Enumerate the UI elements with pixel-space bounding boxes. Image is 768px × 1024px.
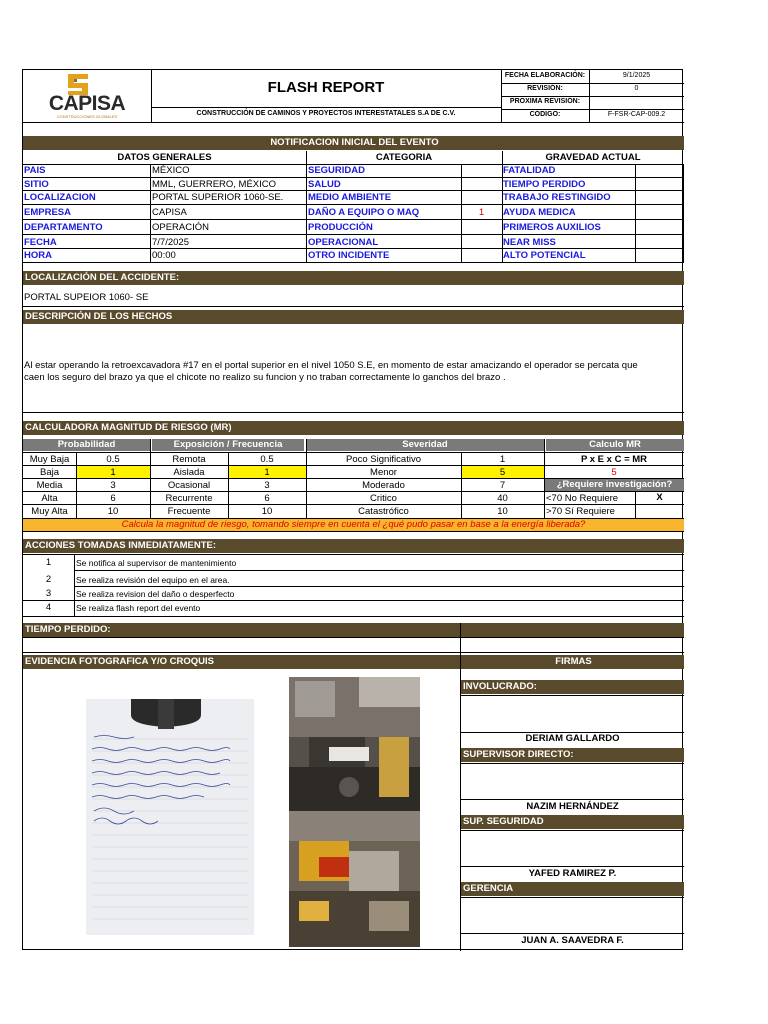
- general-label-fecha: FECHA: [24, 237, 57, 248]
- general-label-localizacion: LOCALIZACION: [24, 192, 96, 203]
- meta-label-revision: REVISIÓN:: [527, 85, 563, 92]
- severity-label-alto-potencial: ALTO POTENCIAL: [503, 250, 586, 261]
- action-number-4: 4: [45, 602, 52, 613]
- risk-header-severity: Severidad: [306, 439, 544, 451]
- general-value-departamento: OPERACIÓN: [152, 222, 210, 233]
- category-label-salud: SALUD: [308, 179, 341, 190]
- sev-label-moderado: Moderado: [362, 480, 405, 491]
- exp-value-frecuente: 10: [261, 506, 273, 517]
- general-label-hora: HORA: [24, 250, 52, 261]
- brand-name: CAPISA: [48, 92, 126, 115]
- general-title: DATOS GENERALES: [117, 152, 212, 163]
- description-line-1: Al estar operando la retroexcavadora #17 en el portal superior en el nivel 1050 S.E, en momento de estar amacizando el operador se percata que: [24, 360, 638, 371]
- sev-label-catastrofico: Catastrófico: [358, 506, 409, 517]
- equipment-photo-2: [289, 811, 420, 947]
- signature-name-supervisor: NAZIM HERNÁNDEZ: [526, 801, 619, 812]
- investigation-yes-required: >70 Sí Requiere: [546, 506, 615, 517]
- equipment-photo-1: [289, 677, 420, 811]
- sev-value-catastrofico: 10: [497, 506, 508, 517]
- exp-value-recurrente: 6: [264, 493, 270, 504]
- general-label-empresa: EMPRESA: [24, 207, 71, 218]
- brand-tagline: CONSTRUCCIONES GLOBALES: [56, 114, 118, 119]
- severity-label-primeros-auxilios: PRIMEROS AUXILIOS: [503, 222, 601, 233]
- meta-label-proxima: PROXIMA REVISIÓN:: [509, 98, 581, 105]
- severity-label-fatalidad: FATALIDAD: [503, 165, 556, 176]
- signature-role-supervisor: SUPERVISOR DIRECTO:: [461, 748, 684, 762]
- exp-label-remota: Remota: [172, 454, 206, 465]
- exp-value-remota: 0.5: [260, 454, 274, 465]
- sev-value-poco-significativo: 1: [499, 454, 506, 465]
- general-label-pais: PAIS: [24, 165, 46, 176]
- prob-label-alta: Alta: [41, 493, 58, 504]
- equipment-photo-icon: [289, 677, 420, 811]
- prob-label-muy-alta: Muy Alta: [31, 506, 68, 517]
- general-label-sitio: SITIO: [24, 179, 49, 190]
- prob-label-media: Media: [36, 480, 63, 491]
- severity-title: GRAVEDAD ACTUAL: [545, 152, 641, 163]
- location-value: PORTAL SUPEIOR 1060- SE: [24, 292, 149, 303]
- category-label-medio-ambiente: MEDIO AMBIENTE: [308, 192, 392, 203]
- severity-label-near-miss: NEAR MISS: [503, 237, 556, 248]
- report-title: FLASH REPORT: [267, 79, 385, 96]
- action-text-1: Se notifica al supervisor de mantenimiento: [76, 558, 237, 568]
- signature-name-seguridad: YAFED RAMIREZ P.: [528, 868, 617, 879]
- prob-value-alta: 6: [110, 493, 116, 504]
- prob-label-baja: Baja: [39, 467, 59, 478]
- meta-table: [501, 70, 684, 122]
- meta-value-elaboracion: 9/1/2025: [622, 72, 651, 79]
- mr-formula: P x E x C = MR: [580, 454, 648, 465]
- general-label-departamento: DEPARTAMENTO: [24, 222, 103, 233]
- category-label-produccion: PRODUCCIÓN: [308, 222, 373, 233]
- notification-title: NOTIFICACION INICIAL DEL EVENTO: [23, 136, 684, 150]
- meta-value-revision: 0: [634, 85, 639, 92]
- risk-note: Calcula la magnitud de riesgo, tomando siempre en cuenta el ¿qué pudo pasar en base a la energía liberada?: [121, 519, 586, 530]
- note-sketch-icon: [86, 699, 254, 935]
- signature-name-gerencia: JUAN A. SAAVEDRA F.: [521, 935, 624, 946]
- category-title: CATEGORIA: [375, 152, 433, 163]
- signatures-title: FIRMAS: [461, 655, 684, 669]
- equipment-photo-icon: [289, 811, 420, 947]
- signature-role-involucrado: INVOLUCRADO:: [461, 680, 684, 694]
- meta-label-elaboracion: FECHA ELABORACIÓN:: [504, 72, 586, 79]
- risk-header-exposure: Exposición / Frecuencia: [152, 439, 304, 451]
- prob-value-muy-alta: 10: [107, 506, 119, 517]
- general-value-empresa: CAPISA: [152, 207, 187, 218]
- exp-value-aislada: 1: [264, 467, 270, 478]
- category-value-dano-equipo: 1: [478, 207, 485, 218]
- flash-report-sheet: [22, 69, 683, 950]
- general-value-sitio: MML, GUERRERO, MÉXICO: [152, 179, 277, 190]
- exp-value-ocasional: 3: [264, 480, 270, 491]
- lost-time-title: TIEMPO PERDIDO:: [23, 623, 460, 637]
- signature-role-seguridad: SUP. SEGURIDAD: [461, 815, 684, 829]
- meta-label-codigo: CÓDIGO:: [529, 111, 561, 118]
- category-label-dano-equipo: DAÑO A EQUIPO O MAQ: [308, 207, 420, 218]
- evidence-title: EVIDENCIA FOTOGRAFICA Y/O CROQUIS: [23, 655, 460, 669]
- general-value-fecha: 7/7/2025: [152, 237, 189, 248]
- exp-label-recurrente: Recurrente: [165, 493, 213, 504]
- handwritten-note-photo: [86, 699, 254, 935]
- company-name: CONSTRUCCIÓN DE CAMINOS Y PROYECTOS INTERESTATALES S.A DE C.V.: [196, 110, 456, 117]
- signature-role-gerencia: GERENCIA: [461, 882, 684, 896]
- location-title: LOCALIZACIÓN DEL ACCIDENTE:: [23, 271, 684, 285]
- action-text-4: Se realiza flash report del evento: [76, 603, 201, 613]
- mr-result: 5: [611, 467, 617, 478]
- severity-label-ayuda-medica: AYUDA MEDICA: [503, 207, 576, 218]
- prob-label-muy-baja: Muy Baja: [29, 454, 70, 465]
- general-value-hora: 00:00: [152, 250, 176, 261]
- sev-label-critico: Critico: [370, 493, 397, 504]
- description-title: DESCRIPCIÓN DE LOS HECHOS: [23, 310, 684, 324]
- category-label-seguridad: SEGURIDAD: [308, 165, 366, 176]
- description-line-2: caen los seguro del brazo ya que el chicote no realizo su funcion y no traban correctamente lo ganchos del brazo .: [24, 372, 506, 383]
- severity-label-trabajo-restingido: TRABAJO RESTINGIDO: [503, 192, 611, 203]
- category-label-operacional: OPERACIONAL: [308, 237, 379, 248]
- general-value-localizacion: PORTAL SUPERIOR 1060-SE.: [152, 192, 284, 203]
- prob-value-media: 3: [110, 480, 116, 491]
- actions-title: ACCIONES TOMADAS INMEDIATAMENTE:: [23, 539, 684, 553]
- prob-value-muy-baja: 0.5: [106, 454, 120, 465]
- sev-label-menor: Menor: [370, 467, 397, 478]
- action-text-2: Se realiza revisión del equipo en el area.: [76, 575, 230, 585]
- action-text-3: Se realiza revision del daño o desperfecto: [76, 589, 235, 599]
- sev-value-critico: 40: [497, 493, 508, 504]
- action-number-2: 2: [45, 574, 52, 585]
- exp-label-ocasional: Ocasional: [167, 480, 211, 491]
- risk-header-probability: Probabilidad: [23, 439, 150, 451]
- action-number-1: 1: [45, 557, 52, 568]
- signature-name-involucrado: DERIAM GALLARDO: [525, 733, 620, 744]
- risk-header-calculation: Calculo MR: [546, 439, 684, 451]
- risk-title: CALCULADORA MAGNITUD DE RIESGO (MR): [23, 421, 684, 435]
- exp-label-frecuente: Frecuente: [167, 506, 211, 517]
- prob-value-baja: 1: [110, 467, 116, 478]
- severity-label-tiempo-perdido: TIEMPO PERDIDO: [503, 179, 586, 190]
- investigation-question: ¿Requiere investigación?: [545, 479, 684, 491]
- category-label-otro: OTRO INCIDENTE: [308, 250, 390, 261]
- sev-value-moderado: 7: [499, 480, 506, 491]
- sev-value-menor: 5: [499, 467, 506, 478]
- sev-label-poco-significativo: Poco Significativo: [346, 454, 421, 465]
- action-number-3: 3: [45, 588, 52, 599]
- general-value-pais: MÉXICO: [152, 165, 190, 176]
- meta-value-codigo: F-FSR-CAP-009.2: [607, 111, 666, 118]
- exp-label-aislada: Aislada: [173, 467, 205, 478]
- investigation-mark: X: [656, 492, 663, 503]
- investigation-no-required: <70 No Requiere: [546, 493, 619, 504]
